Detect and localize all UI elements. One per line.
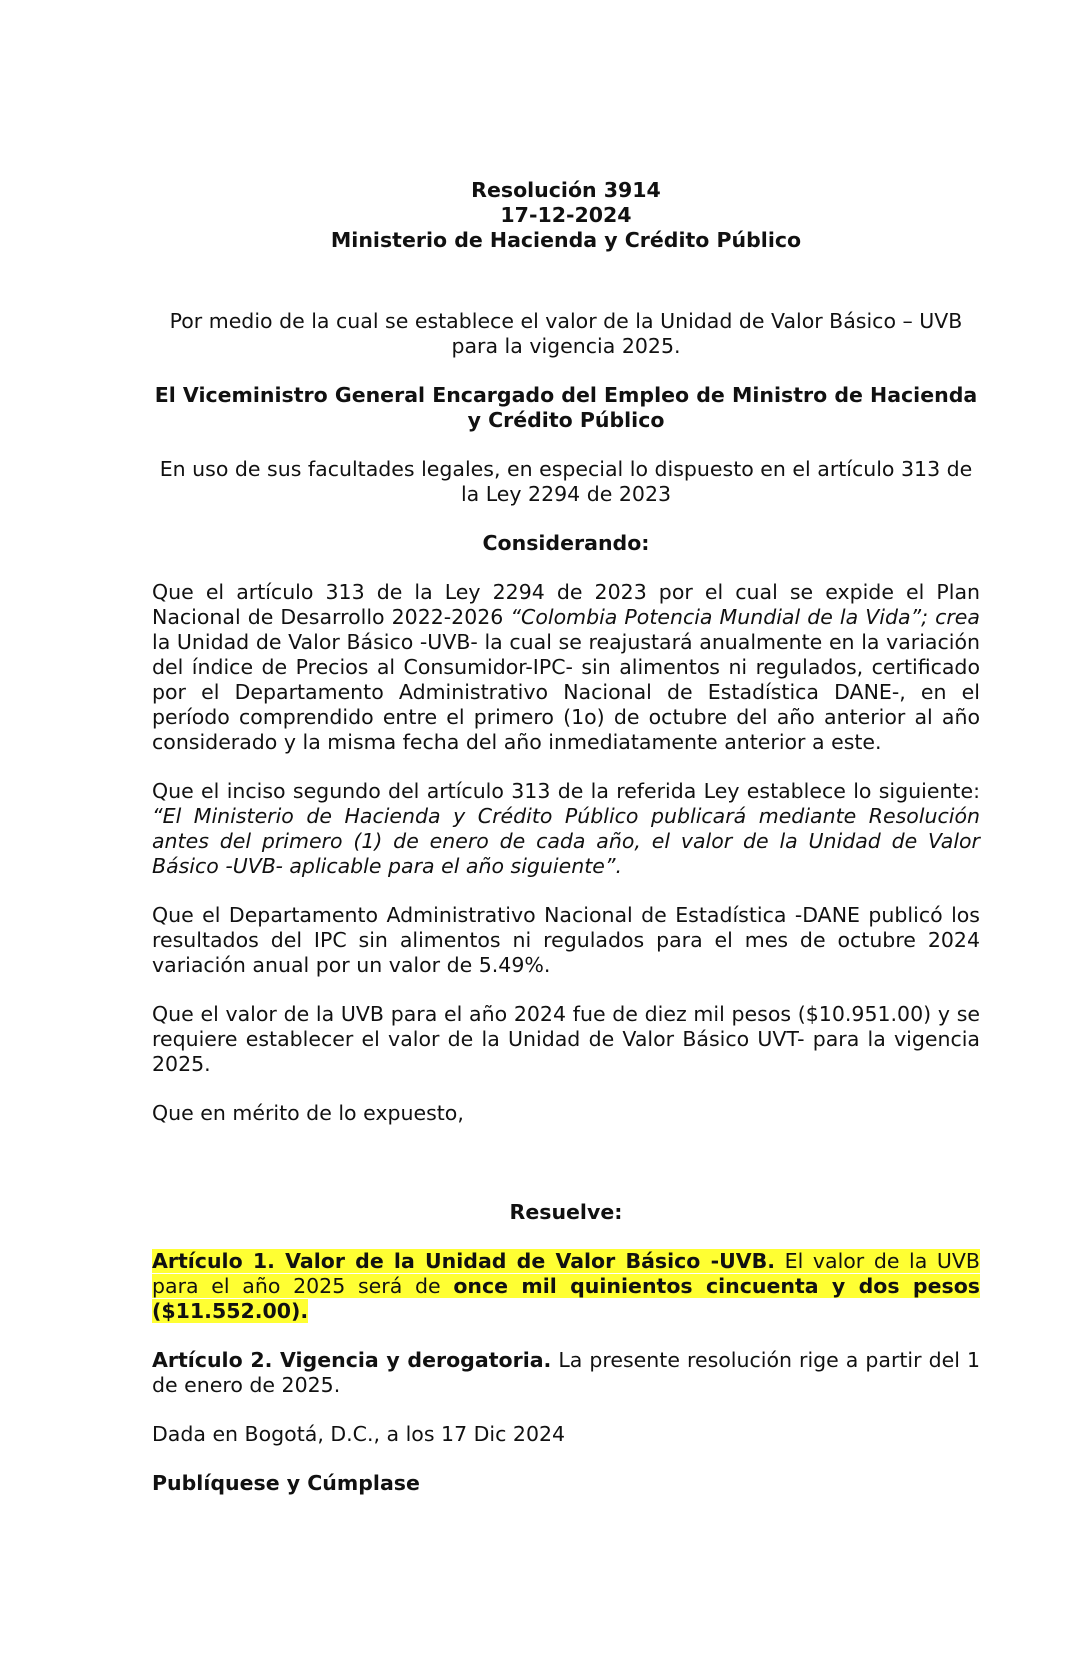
- ministry-name: Ministerio de Hacienda y Crédito Público: [330, 228, 802, 252]
- resolution-subject: Por medio de la cual se establece el valor de la Unidad de Valor Básico – UVB para la vigencia 2025.: [169, 309, 963, 358]
- article-2: [152, 1348, 980, 1398]
- issuing-authority: El Viceministro General Encargado del Empleo de Ministro de Hacienda y Crédito Público: [154, 383, 978, 432]
- considerando-paragraph-5: Que en mérito de lo expuesto,: [152, 1101, 464, 1125]
- considerando-paragraph-1: [152, 580, 980, 755]
- article-1-amount: once mil quinientos cincuenta y dos pesos ($11.552.00).: [152, 1274, 980, 1323]
- resolution-number: Resolución 3914: [471, 178, 661, 202]
- resolution-date: 17-12-2024: [500, 203, 632, 227]
- resolution-header: [152, 178, 980, 253]
- article-2-title: Artículo 2. Vigencia y derogatoria.: [152, 1348, 552, 1372]
- article-1-text: El valor de la UVB para el año 2025 será de: [152, 1249, 980, 1298]
- issue-place-date: Dada en Bogotá, D.C., a los 17 Dic 2024: [152, 1422, 566, 1446]
- paragraph-quote: “Colombia Potencia Mundial de la Vida”; crea: [510, 605, 980, 629]
- legal-faculties: En uso de sus facultades legales, en especial lo dispuesto en el artículo 313 de la Ley 2294 de 2023: [159, 457, 973, 506]
- closing-formula: Publíquese y Cúmplase: [152, 1471, 420, 1495]
- document-body: [152, 178, 980, 1496]
- paragraph-text: Que el artículo 313 de la Ley 2294 de 2023 por el cual se expide el Plan Nacional de Desarrollo 2022-2026: [152, 580, 980, 629]
- article-2-text: La presente resolución rige a partir del 1 de enero de 2025.: [152, 1348, 980, 1397]
- paragraph-quote: “El Ministerio de Hacienda y Crédito Público publicará mediante Resolución antes del primero (1) de enero de cada año, el valor de la Unidad de Valor Básico -UVB- aplicable para el año siguiente”.: [152, 804, 980, 878]
- article-1: [152, 1249, 980, 1324]
- paragraph-text: Que el inciso segundo del artículo 313 de la referida Ley establece lo siguiente:: [152, 779, 980, 803]
- considerando-paragraph-2: [152, 779, 980, 879]
- considerando-paragraph-4: Que el valor de la UVB para el año 2024 fue de diez mil pesos ($10.951.00) y se requiere establecer el valor de la Unidad de Valor Básico UVT- para la vigencia 2025.: [152, 1002, 980, 1076]
- considerando-paragraph-3: Que el Departamento Administrativo Nacional de Estadística -DANE publicó los resultados del IPC sin alimentos ni regulados para el mes de octubre 2024 variación anual por un valor de 5.49%.: [152, 903, 980, 977]
- resuelve-heading: Resuelve:: [509, 1200, 623, 1224]
- article-1-title: Artículo 1. Valor de la Unidad de Valor Básico -UVB.: [152, 1249, 776, 1273]
- paragraph-text: la Unidad de Valor Básico -UVB- la cual se reajustará anualmente en la variación del índice de Precios al Consumidor-IPC- sin alimentos ni regulados, certificado por el Departamento Administrativo Nacional de Estadística DANE-, en el período comprendido entre el primero (1o) de octubre del año anterior al año considerado y la misma fecha del año inmediatamente anterior a este.: [152, 630, 980, 754]
- considerando-heading: Considerando:: [482, 531, 650, 555]
